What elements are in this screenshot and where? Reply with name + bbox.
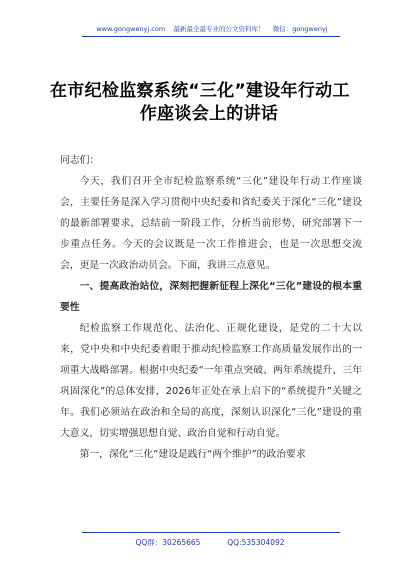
paragraph-intro: 今天，我们召开全市纪检监察系统“三化”建设年行动工作座谈会，主要任务是深入学习贯彻中央纪委和省纪委关于深化“三化”建设的最新部署要求，总结前一阶段工作，分析当前形势，研究部署下一步重点任务。今天的会议既是一次工作推进会，也是一次思想交流会，更是一次政治动员会。下面，我讲三点意见。 (60, 176, 362, 271)
header-slogan: 最新最全最专业的公文资料库！ (173, 25, 265, 33)
header-url[interactable]: www.gongwenyj.com (96, 25, 166, 33)
page-header (92, 25, 332, 34)
footer-qq-group: QQ群：30265665 (135, 538, 201, 547)
document-title (50, 80, 368, 126)
paragraph-first-point: 第一，深化“三化”建设是践行“两个维护”的政治要求 (79, 449, 306, 460)
document-body (60, 150, 362, 465)
section-heading-1: 一、提高政治站位，深刻把握新征程上深化“三化”建设的根本重要性 (60, 281, 362, 313)
page-footer (110, 538, 310, 548)
footer-divider (82, 532, 340, 533)
title-line-2: 作座谈会上的讲话 (139, 104, 279, 124)
title-line-1: 在市纪检监察系统“三化”建设年行动工 (50, 81, 350, 101)
paragraph-significance: 纪检监察工作规范化、法治化、正规化建设，是党的二十大以来，党中央和中央纪委着眼于推动纪检监察工作高质量发展作出的一项重大战略部署。根据中央纪委“一年重点突破、两年系统提升、三年巩固深化”的总体安排，2026年正处在承上启下的“系统提升”关键之年。我们必须站在政治和全局的高度，深刻认识深化“三化”建设的重大意义，切实增强思想自觉、政治自觉和行动自觉。 (60, 323, 362, 439)
header-wechat: 微信：gongwenyj (272, 25, 328, 33)
salutation: 同志们： (60, 155, 100, 166)
footer-qq: QQ:535304092 (227, 538, 285, 547)
header-divider (82, 36, 340, 37)
